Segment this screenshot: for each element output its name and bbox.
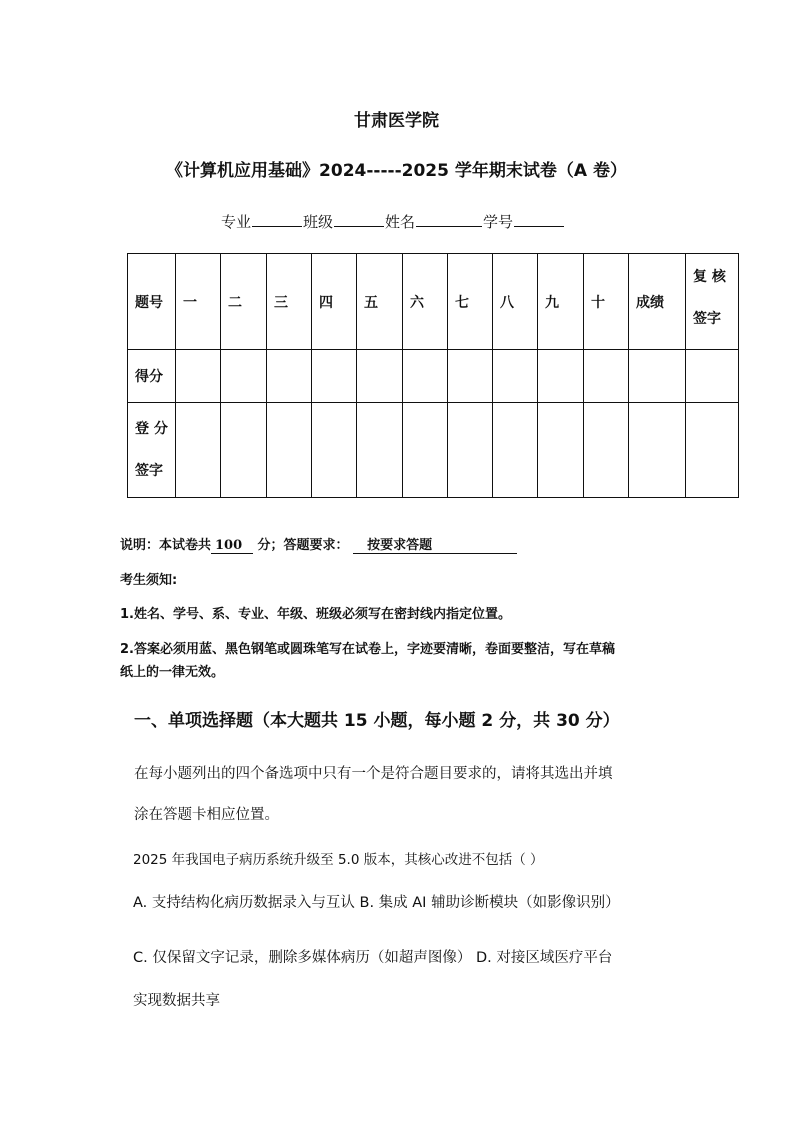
grader-sign-cell[interactable]: [686, 403, 739, 498]
score-cell[interactable]: [584, 350, 629, 403]
score-cell[interactable]: [357, 350, 403, 403]
col-8: 八: [493, 254, 538, 350]
col-1: 一: [176, 254, 221, 350]
rule-1: 1.姓名、学号、系、专业、年级、班级必须写在密封线内指定位置。: [120, 607, 511, 622]
review-label-line2: 签字: [693, 311, 721, 327]
score-row: [128, 350, 739, 403]
review-sign-label: [686, 254, 739, 350]
score-cell[interactable]: [493, 350, 538, 403]
question-number-row: [128, 254, 739, 350]
grader-sign-cell[interactable]: [493, 403, 538, 498]
grader-sign-cell[interactable]: [267, 403, 312, 498]
grader-sign-cell[interactable]: [538, 403, 584, 498]
class-blank: [334, 212, 384, 227]
grader-label-line2: 签字: [135, 463, 163, 479]
grader-sign-cell[interactable]: [584, 403, 629, 498]
major-label: 专业: [221, 213, 252, 231]
col-9: 九: [538, 254, 584, 350]
rule-2-line2: 纸上的一律无效。: [120, 665, 225, 680]
answer-requirement: [353, 534, 517, 554]
answer-requirement-text: 按要求答题: [367, 538, 433, 553]
major-blank: [252, 212, 302, 227]
exam-title: 《计算机应用基础》2024-----2025 学年期末试卷（A 卷）: [166, 161, 627, 181]
score-table: [127, 253, 739, 498]
student-id-label: 学号: [483, 213, 514, 231]
score-cell[interactable]: [267, 350, 312, 403]
score-cell[interactable]: [221, 350, 267, 403]
note-mid: 分；答题要求：: [257, 538, 349, 553]
total-score-cell[interactable]: [629, 350, 686, 403]
section-1-instruction-line1: 在每小题列出的四个备选项中只有一个是符合题目要求的，请将其选出并填: [134, 766, 613, 782]
grader-label-line1: 登 分: [135, 421, 168, 437]
score-cell[interactable]: [176, 350, 221, 403]
score-cell[interactable]: [538, 350, 584, 403]
grader-sign-cell[interactable]: [403, 403, 448, 498]
note-prefix: 说明：本试卷共: [120, 538, 212, 553]
col-2: 二: [221, 254, 267, 350]
grader-sign-label: [128, 403, 176, 498]
grader-sign-cell[interactable]: [357, 403, 403, 498]
question-1-stem: 2025 年我国电子病历系统升级至 5.0 版本，其核心改进不包括（ ）: [133, 852, 544, 868]
notice-title: 考生须知:: [120, 573, 178, 588]
total-score-label: 成绩: [629, 254, 686, 350]
section-1-title: 一、单项选择题（本大题共 15 小题，每小题 2 分，共 30 分）: [134, 711, 620, 731]
rule-2-line1: 2.答案必须用蓝、黑色钢笔或圆珠笔写在试卷上，字迹要清晰，卷面要整洁，写在草稿: [120, 642, 615, 657]
grader-sign-cell[interactable]: [312, 403, 357, 498]
question-number-label: 题号: [128, 254, 176, 350]
score-cell[interactable]: [403, 350, 448, 403]
exam-note: [120, 534, 517, 554]
name-blank: [416, 212, 482, 227]
question-1-options-ab: A. 支持结构化病历数据录入与互认 B. 集成 AI 辅助诊断模块（如影像识别）: [133, 895, 620, 911]
school-name: 甘肃医学院: [354, 111, 439, 131]
class-label: 班级: [303, 213, 334, 231]
total-score-text: 100: [215, 538, 243, 553]
grader-sign-row: [128, 403, 739, 498]
review-sign-cell[interactable]: [686, 350, 739, 403]
grader-sign-cell[interactable]: [221, 403, 267, 498]
student-id-blank: [514, 212, 564, 227]
section-1-instruction-line2: 涂在答题卡相应位置。: [134, 807, 279, 823]
col-3: 三: [267, 254, 312, 350]
question-1-options-cd: C. 仅保留文字记录，删除多媒体病历（如超声图像） D. 对接区域医疗平台: [133, 950, 613, 966]
grader-sign-cell[interactable]: [176, 403, 221, 498]
total-score-value: [211, 538, 253, 554]
grader-sign-cell[interactable]: [629, 403, 686, 498]
question-1-options-cont: 实现数据共享: [133, 993, 220, 1009]
score-label: 得分: [128, 350, 176, 403]
grader-sign-cell[interactable]: [448, 403, 493, 498]
review-label-line1: 复 核: [693, 269, 726, 285]
score-cell[interactable]: [312, 350, 357, 403]
col-4: 四: [312, 254, 357, 350]
col-7: 七: [448, 254, 493, 350]
col-5: 五: [357, 254, 403, 350]
name-label: 姓名: [385, 213, 416, 231]
col-10: 十: [584, 254, 629, 350]
score-cell[interactable]: [448, 350, 493, 403]
col-6: 六: [403, 254, 448, 350]
student-info-line: [221, 211, 565, 232]
